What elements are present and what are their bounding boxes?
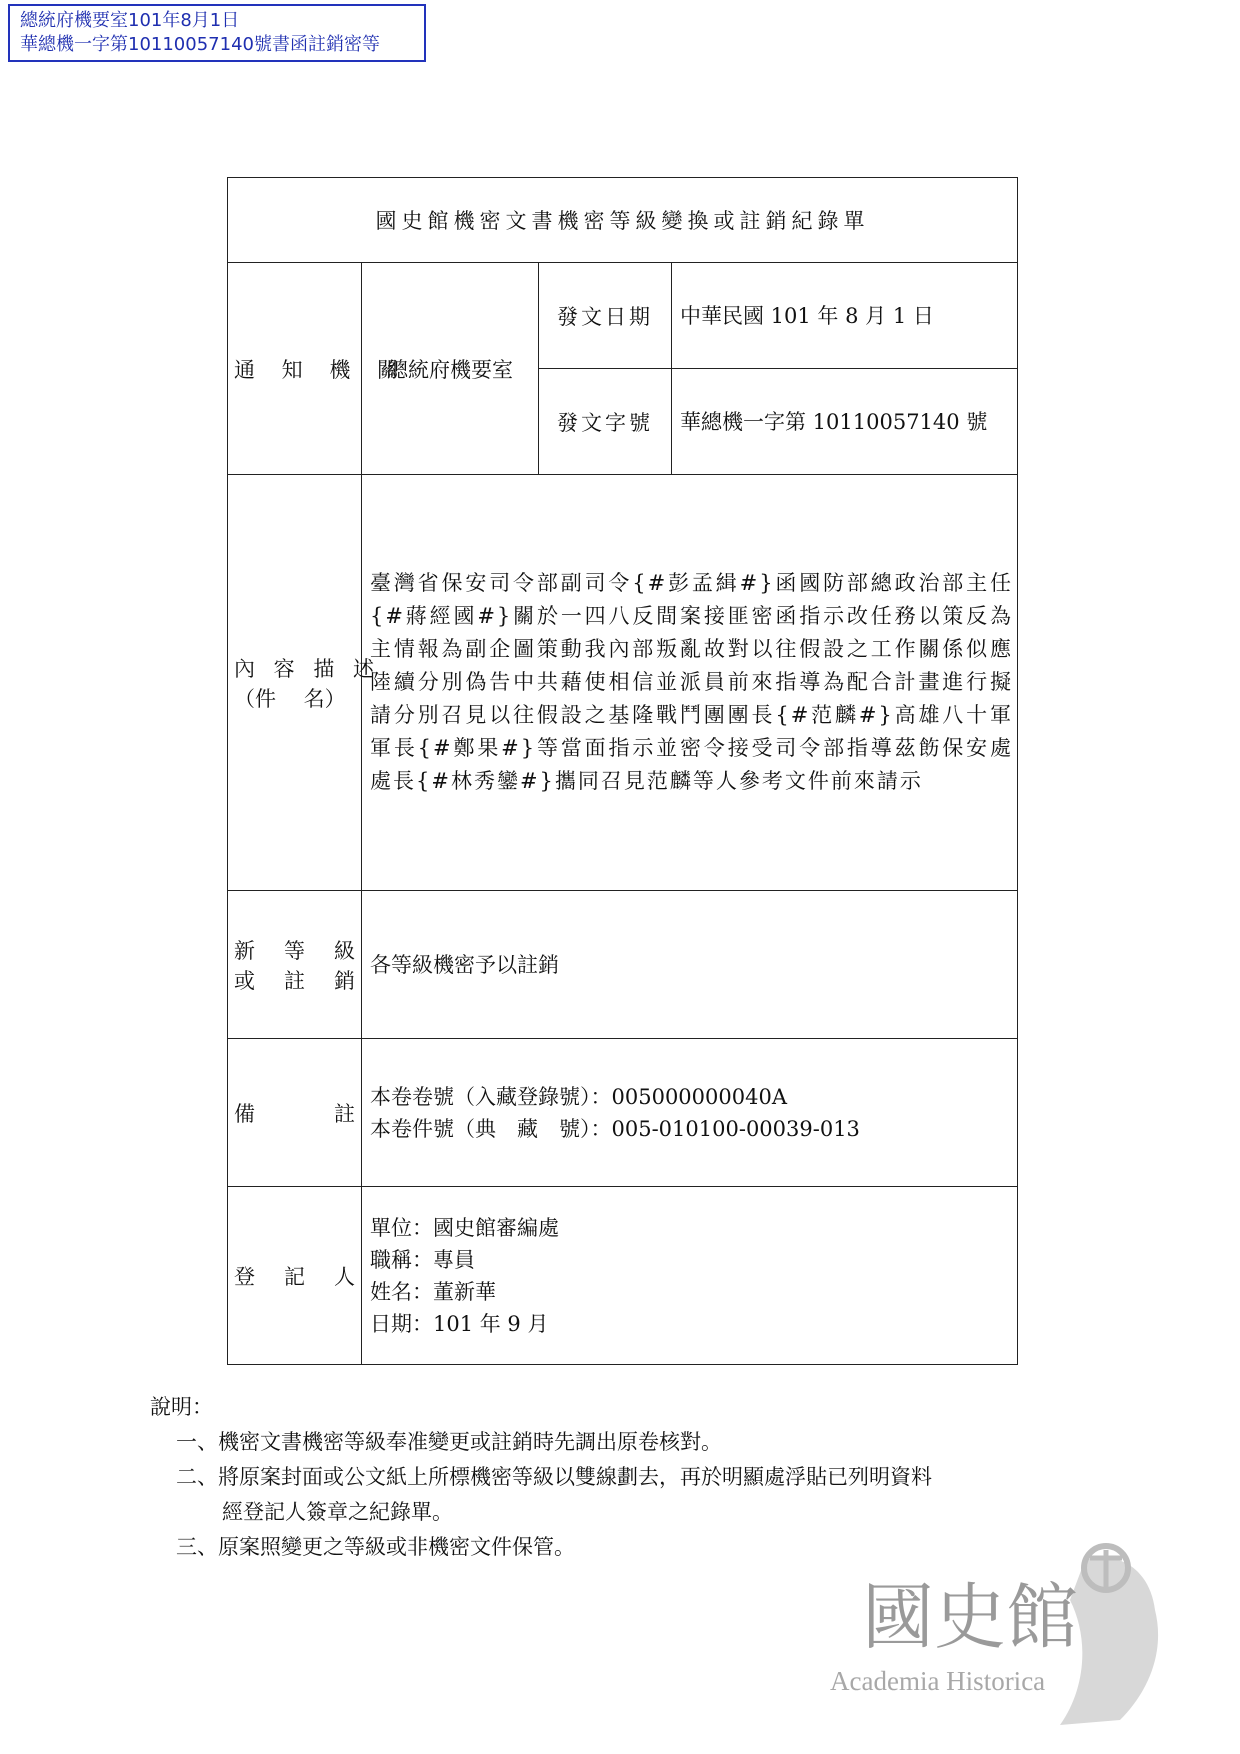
register-label-b: 記 [284, 1264, 305, 1289]
remark-label [228, 1039, 362, 1187]
description-label-line-2: （件 名） [234, 686, 346, 711]
register-title: 職稱：專員 [370, 1247, 475, 1272]
register-label-a: 登 [234, 1264, 255, 1289]
form-title: 國史館機密文書機密等級變換或註銷紀錄單 [228, 178, 1018, 263]
notes-heading: 說明： [150, 1395, 213, 1419]
description-label-line-1: 內 容 描 述 [234, 656, 381, 681]
logo-english-text: Academia Historica [830, 1666, 1046, 1696]
level-label-1b: 等 [284, 938, 305, 963]
remark-label-a: 備 [234, 1101, 255, 1126]
remark-value [362, 1039, 1018, 1187]
stamp-line-2: 華總機一字第10110057140號書函註銷密等 [20, 34, 380, 55]
remark-label-b: 註 [334, 1101, 355, 1126]
level-label [228, 891, 362, 1039]
register-name: 姓名：董新華 [370, 1279, 496, 1304]
level-value: 各等級機密予以註銷 [362, 891, 1018, 1039]
date-value: 中華民國 101 年 8 月 1 日 [672, 263, 1018, 369]
stamp-line-1: 總統府機要室101年8月1日 [20, 10, 240, 31]
remark-line-2: 本卷件號（典 藏 號）：005-010100-00039-013 [370, 1116, 860, 1141]
date-label: 發文日期 [539, 263, 672, 369]
register-date: 日期：101 年 9 月 [370, 1311, 549, 1336]
register-label-c: 人 [334, 1264, 355, 1289]
docno-value: 華總機一字第 10110057140 號 [672, 369, 1018, 475]
level-label-2b: 註 [284, 968, 305, 993]
note-item-3: 三、原案照變更之等級或非機密文件保管。 [176, 1535, 575, 1559]
notify-label: 通 知 機 關 [228, 263, 362, 475]
academia-historica-logo [820, 1530, 1200, 1730]
register-label [228, 1187, 362, 1365]
level-label-1c: 級 [334, 938, 355, 963]
level-label-2c: 銷 [334, 968, 355, 993]
level-label-1a: 新 [234, 938, 255, 963]
register-value [362, 1187, 1018, 1365]
description-text: 臺灣省保安司令部副司令{#彭孟緝#}函國防部總政治部主任{#蔣經國#}關於一四八反間案接匪密函指示改任務以策反為主情報為副企圖策動我內部叛亂故對以往假設之工作關係似應陸續分別偽告中共藉使相信並派員前來指導為配合計畫進行擬請分別召見以往假設之基隆戰鬥團團長{#范麟#}高雄八十軍軍長{#鄭果#}等當面指示並密令接受司令部指導茲飭保安處處長{#林秀鑾#}攜同召見范麟等人參考文件前來請示 [362, 475, 1018, 891]
archive-stamp [8, 4, 426, 62]
level-label-2a: 或 [234, 968, 255, 993]
docno-label: 發文字號 [539, 369, 672, 475]
notify-value: 總統府機要室 [362, 263, 539, 475]
remark-line-1: 本卷卷號（入藏登錄號）：005000000040A [370, 1084, 787, 1109]
description-label [228, 475, 381, 891]
note-item-2: 二、將原案封面或公文紙上所標機密等級以雙線劃去，再於明顯處浮貼已列明資料 [176, 1465, 932, 1489]
logo-chinese-text: 國史館 [861, 1575, 1079, 1659]
record-form-table [227, 177, 1018, 1365]
note-item-1: 一、機密文書機密等級奉准變更或註銷時先調出原卷核對。 [176, 1430, 722, 1454]
notes-section [150, 1390, 932, 1565]
register-unit: 單位：國史館審編處 [370, 1215, 559, 1240]
note-item-2-continued: 經登記人簽章之紀錄單。 [222, 1500, 453, 1524]
